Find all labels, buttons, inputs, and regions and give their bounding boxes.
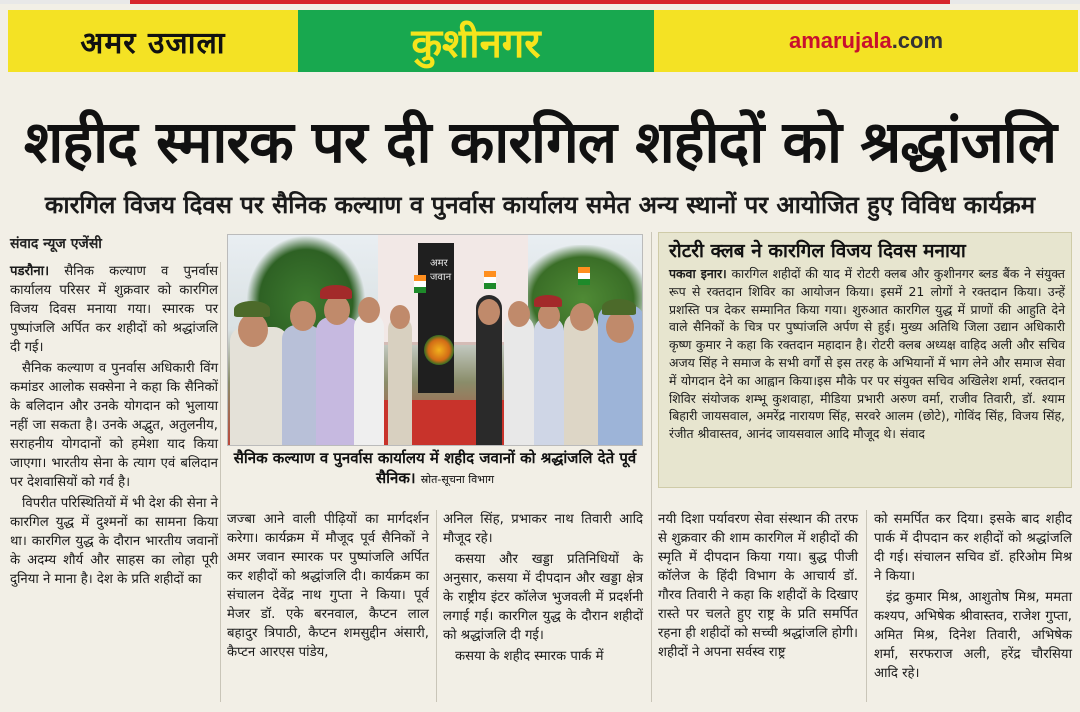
person-figure: [564, 313, 598, 445]
paragraph-text: सैनिक कल्याण व पुनर्वास कार्यालय परिसर में शुक्रवार को कारगिल विजय दिवस मनाया गया। स्मारक पर पुष्पांजलि अर्पित कर शहीदों को श्रद्धांजलि दी गई।: [10, 264, 218, 355]
article-paragraph: [10, 262, 218, 357]
caption-text: सैनिक कल्याण व पुनर्वास कार्यालय में शहीद जवानों को श्रद्धांजलि देते पूर्व सैनिक।: [233, 449, 637, 487]
column-divider: [220, 262, 221, 702]
dateline: पडरौना।: [10, 264, 50, 279]
column-divider: [866, 510, 867, 702]
person-head: [606, 311, 634, 343]
person-head: [324, 295, 350, 325]
sidebar-box: [658, 232, 1072, 488]
byline: संवाद न्यूज एजेंसी: [10, 236, 102, 252]
article-paragraph: कसया और खड्डा प्रतिनिधियों के अनुसार, कसया में दीपदान और खड्डा क्षेत्र के राष्ट्रीय इंटर कॉलेज भुजवली में प्रदर्शनी लगाई गई। कारगिल युद्ध के दौरान शहीदों को श्रद्धांजलि दी गई।: [443, 552, 643, 643]
sidebar-text: [669, 265, 1065, 443]
article-paragraph: नयी दिशा पर्यावरण सेवा संस्थान की तरफ से शुक्रवार की शाम कारगिल में शहीदों की स्मृति में दीपदान किया गया। बुद्ध पीजी कॉलेज के हिंदी विभाग के आचार्य डॉ. गौरव तिवारी ने कहा कि शहीदों के दिखाए रास्ते पर चलते हुए राष्ट्र के प्रति समर्पित रहना ही शहीदों को सच्ची श्रद्धांजलि होगी। शहीदों ने अपना सर्वस्व राष्ट्र: [658, 512, 858, 660]
person-head: [570, 303, 594, 331]
headline: शहीद स्मारक पर दी कारगिल शहीदों को श्रद्धांजलि: [23, 108, 1057, 176]
beret: [320, 285, 352, 299]
article-paragraph: सैनिक कल्याण व पुनर्वास अधिकारी विंग कमांडर आलोक सक्सेना ने कहा कि सैनिकों के बलिदान और उनके योगदान को भुलाया नहीं जा सकता है। उनके अद्भुत, अतुलनीय, सराहनीय योगदानों को हमेशा याद किया जाएगा। भारतीय सेना के त्याग एवं बलिदान पर देशवासियों को गर्व है।: [10, 361, 218, 490]
top-red-bar: [130, 0, 950, 4]
flag-icon: [414, 275, 426, 293]
person-head: [358, 297, 380, 323]
article-paragraph: कसया के शहीद स्मारक पार्क में: [455, 649, 604, 664]
masthead: [8, 10, 1078, 72]
article-column-3: [443, 510, 643, 668]
article-column-4: [658, 510, 858, 664]
photo-caption: [227, 448, 643, 490]
person-head: [290, 301, 316, 331]
article-paragraph: को समर्पित कर दिया। इसके बाद शहीद पार्क में दीपदान कर शहीदों को श्रद्धांजलि दी गई। संचालन सचिव डॉ. हरिओम मिश्र ने किया।: [874, 512, 1072, 584]
sidebar-body: कारगिल शहीदों की याद में रोटरी क्लब और कुशीनगर ब्लड बैंक ने संयुक्त रूप से रक्तदान शिविर का आयोजन किया। इसमें 21 लोगों ने रक्तदान किया। उन्हें प्रशस्ति पत्र देकर सम्मानित किया गया। शुरुआत कारगिल युद्ध में प्राणों की आहुति देने वाले सैनिकों के चित्र पर पुष्पांजलि अर्पण से हुई। मुख्य अतिथि जिला उद्यान अधिकारी कृष्ण कुमार ने कहा कि रक्तदान महादान है। रोटरी क्लब अध्यक्ष वाहिद अली और सचिव अजय सिंह ने समाज के सभी वर्गों से इस तरह के अभियानों में भाग लेने और समाज सेवा में योगदान देने का आह्वान किया।इस मौके पर पर संयुक्त सचिव अखिलेश शर्मा, रक्तदान शिविर संयोजक शम्भू कुशवाहा, मीडिया प्रभारी अरुण वर्मा, राजीव तिवारी, डॉ. श्याम बिहारी जायसवाल, अमरेंद्र नारायण सिंह, सरवरे आलम (छोटे), गोविंद सिंह, विजय सिंह, रंजीत श्रीवास्तव, आनंद जायसवाल आदि मौजूद थे।: [669, 266, 1065, 442]
photo-credit: स्रोत-सूचना विभाग: [420, 473, 495, 486]
site-url-banner: [654, 10, 1078, 72]
sidebar-source: संवाद: [899, 426, 926, 442]
person-figure: [388, 317, 412, 445]
flag-icon: [578, 267, 590, 285]
wreath: [424, 335, 454, 365]
flag-icon: [484, 271, 496, 289]
article-paragraph: इंद्र कुमार मिश्र, आशुतोष मिश्र, ममता कश्यप, अभिषेक श्रीवास्तव, राजेश गुप्ता, अमित मिश्र, दिनेश तिवारी, अभिषेक शर्मा, सरफराज अली, हरेंद्र चौरसिया आदि रहे।: [874, 590, 1072, 681]
edition-name: कुशीनगर: [411, 20, 541, 67]
article-column-1: [10, 262, 218, 591]
site-url: [789, 28, 943, 54]
site-url-suffix: .com: [891, 28, 944, 53]
article-column-2: [227, 510, 429, 664]
article-paragraph: विपरीत परिस्थितियों में भी देश की सेना ने कारगिल युद्ध में दुश्मनों का सामना किया था। कारगिल युद्ध के दौरान भारतीय जवानों के अदम्य शौर्य और साहस का लोहा पूरी दुनिया ने माना है। देश के प्रति शहीदों का: [10, 496, 218, 587]
person-head: [478, 299, 500, 325]
brand-logo: [8, 10, 298, 72]
column-divider: [651, 232, 652, 702]
site-url-prefix: amarujala: [788, 28, 892, 53]
article-paragraph: अनिल सिंह, प्रभाकर नाथ तिवारी आदि मौजूद रहे।: [443, 512, 643, 546]
brand-name: अमर उजाला: [80, 25, 226, 61]
person-head: [238, 313, 268, 347]
person-figure: [504, 315, 534, 445]
person-figure: [534, 317, 564, 445]
beret: [534, 295, 562, 307]
beret: [602, 299, 636, 315]
news-photo: [227, 234, 643, 446]
article-paragraph: जज्बा आने वाली पीढ़ियों का मार्गदर्शन करेगा। कार्यक्रम में मौजूद पूर्व सैनिकों ने अमर जवान स्मारक पर पुष्पांजलि अर्पित कर शहीदों को श्रद्धांजलि दी। कार्यक्रम का संचालन देवेंद्र नाथ गुप्ता ने किया। पूर्व मेजर डॉ. एके बरनवाल, कैप्टन लाल बहादुर त्रिपाठी, कैप्टन शमसुद्दीन अंसारी, कैप्टन आरएस पांडेय,: [227, 512, 429, 660]
column-divider: [436, 510, 437, 702]
amar-jawan-memorial: [418, 243, 454, 393]
beret: [234, 301, 270, 317]
person-figure: [354, 313, 384, 445]
person-head: [390, 305, 410, 329]
person-head: [508, 301, 530, 327]
memorial-inscription: अमर जवान: [430, 258, 452, 283]
sidebar-dateline: पकवा इनार।: [669, 266, 727, 281]
edition-banner: [298, 10, 654, 72]
sidebar-title: रोटरी क्लब ने कारगिल विजय दिवस मनाया: [669, 240, 966, 262]
article-column-5: [874, 510, 1072, 685]
top-strip: [0, 0, 1080, 4]
subheadline: कारगिल विजय दिवस पर सैनिक कल्याण व पुनर्वास कार्यालय समेत अन्य स्थानों पर आयोजित हुए विविध कार्यक्रम: [44, 191, 1036, 219]
